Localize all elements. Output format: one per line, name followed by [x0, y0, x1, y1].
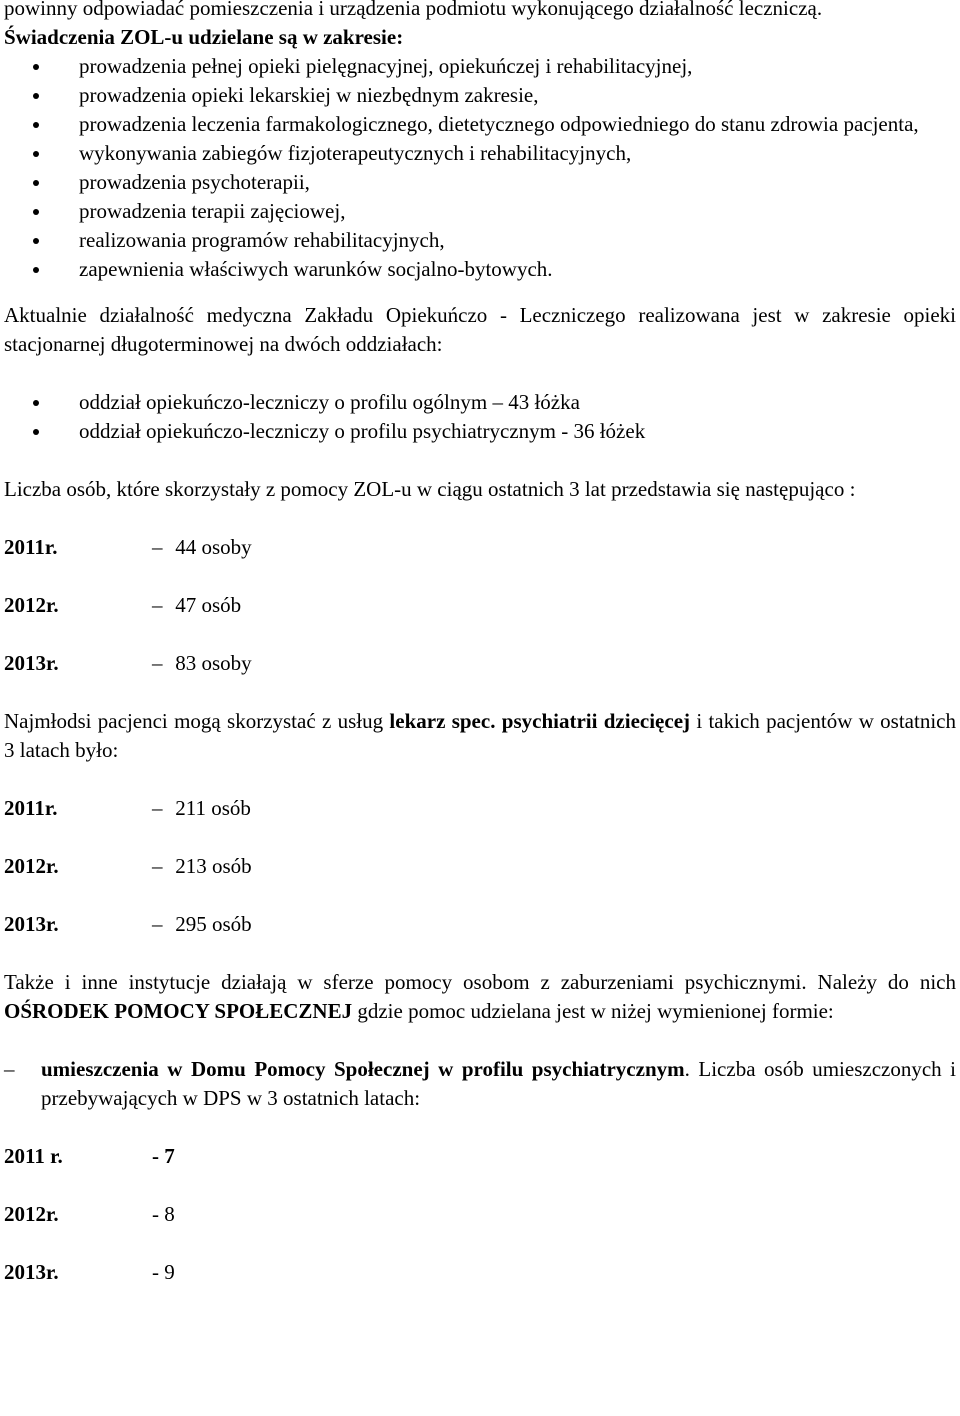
stat-year: 2012r. — [4, 854, 59, 878]
stat-value: - 7 — [152, 1144, 175, 1168]
activity-paragraph: Aktualnie działalność medyczna Zakładu Opiekuńczo - Leczniczego realizowana jest w zakresie opieki stacjonarnej długoterminowej na dwóch oddziałach: — [4, 303, 956, 356]
stat-year: 2013r. — [4, 651, 59, 675]
list-item: wykonywania zabiegów fizjoterapeutycznych i rehabilitacyjnych, — [4, 139, 956, 168]
stat-value: 47 osób — [175, 593, 242, 617]
dash-mark: – — [152, 651, 163, 675]
stat-year: 2012r. — [4, 593, 59, 617]
institutions-paragraph: Także i inne instytucje działają w sferze pomocy osobom z zaburzeniami psychicznymi. Należy do nich OŚRODEK POMOCY SPOŁECZNEJ gdzie pomoc udzielana jest w niżej wymienionej formie: — [4, 970, 957, 1023]
child-stat-row — [4, 794, 956, 823]
dps-stat-row — [4, 1142, 956, 1171]
specialist-label: lekarz spec. — [389, 709, 496, 733]
dash-mark: – — [152, 912, 163, 936]
youngest-patients-paragraph: Najmłodsi pacjenci mogą skorzystać z usług lekarz spec. psychiatrii dziecięcej i takich pacjentów w ostatnich 3 latach było: — [4, 709, 956, 762]
zol-heading: Świadczenia ZOL-u udzielane są w zakresie: — [4, 25, 404, 49]
stat-year: 2011r. — [4, 535, 58, 559]
zol-stat-row — [4, 649, 956, 678]
stat-value: - 8 — [152, 1202, 175, 1226]
list-item: zapewnienia właściwych warunków socjalno-bytowych. — [4, 255, 956, 284]
stat-year: 2011r. — [4, 796, 58, 820]
list-item: prowadzenia psychoterapii, — [4, 168, 956, 197]
zol-stat-row — [4, 533, 956, 562]
stat-value: 44 osoby — [175, 535, 252, 559]
dash-mark: – — [152, 593, 163, 617]
dash-mark: – — [152, 535, 163, 559]
dash-mark: – — [4, 1057, 15, 1081]
zol-services-list — [4, 52, 956, 284]
stat-year: 2011 r. — [4, 1144, 63, 1168]
list-item: prowadzenia terapii zajęciowej, — [4, 197, 956, 226]
list-item: oddział opiekuńczo-leczniczy o profilu ogólnym – 43 łóżka — [4, 388, 956, 417]
dps-item: – umieszczenia w Domu Pomocy Społecznej w profilu psychiatrycznym. Liczba osób umieszczonych i przebywających w DPS w 3 ostatnich latach: — [4, 1055, 956, 1113]
stat-value: 295 osób — [175, 912, 252, 936]
stat-year: 2013r — [4, 1260, 54, 1284]
intro-continuation: powinny odpowiadać pomieszczenia i urządzenia podmiotu wykonującego działalność leczniczą. — [4, 0, 823, 20]
list-item: oddział opiekuńczo-leczniczy o profilu psychiatrycznym - 36 łóżek — [4, 417, 956, 446]
stat-value: 211 osób — [175, 796, 251, 820]
list-item: prowadzenia opieki lekarskiej w niezbędnym zakresie, — [4, 81, 956, 110]
stat-value: - 9 — [152, 1260, 175, 1284]
list-item: prowadzenia leczenia farmakologicznego, dietetycznego odpowiedniego do stanu zdrowia pacjenta, — [4, 110, 956, 139]
stat-year: 2012r — [4, 1202, 54, 1226]
dps-label: umieszczenia w Domu Pomocy Społecznej w profilu psychiatrycznym — [41, 1057, 685, 1081]
stat-year: 2013r. — [4, 912, 59, 936]
list-item: prowadzenia pełnej opieki pielęgnacyjnej, opiekuńczej i rehabilitacyjnej, — [4, 52, 956, 81]
dash-mark: – — [152, 796, 163, 820]
ops-name: OŚRODEK POMOCY SPOŁECZNEJ — [4, 999, 353, 1023]
dash-mark: – — [152, 854, 163, 878]
zol-stat-row — [4, 591, 956, 620]
stat-value: 213 osób — [175, 854, 252, 878]
list-item: realizowania programów rehabilitacyjnych, — [4, 226, 956, 255]
dps-stat-row: 2012r. - 8 — [4, 1200, 956, 1229]
wards-list — [4, 388, 956, 446]
child-stat-row — [4, 910, 956, 939]
stat-value: 83 osoby — [175, 651, 252, 675]
dps-stat-row: 2013r. - 9 — [4, 1258, 956, 1287]
specialty-label: psychiatrii dziecięcej — [501, 709, 691, 733]
child-stat-row — [4, 852, 956, 881]
patient-count-paragraph: Liczba osób, które skorzystały z pomocy ZOL-u w ciągu ostatnich 3 lat przedstawia się następująco : — [4, 477, 856, 501]
